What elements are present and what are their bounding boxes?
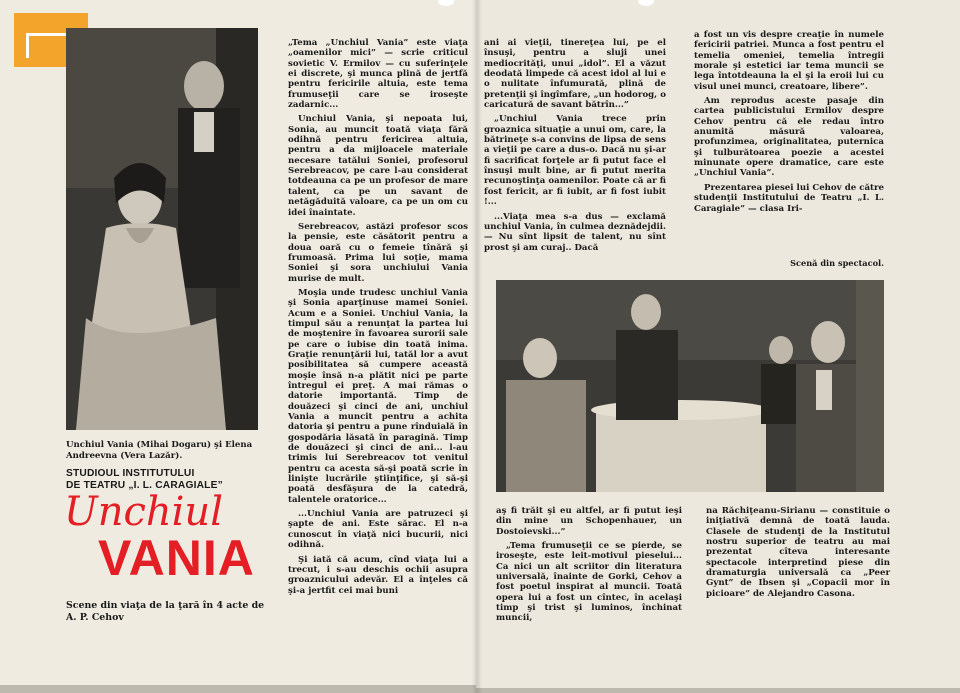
article-paragraph: „Unchiul Vania trece prin groaznica situaţie a unui om, care, la bătrineţe s-a convins de lipsa de sens a vieţii pe care a dus-o. Dacă nu şi-ar fi sacrificat forţele ar fi putut face el însuşi mult bine, ar fi putut merita recunoştinţa oamenilor. Poate că ar fi fost fericit, ar fi iubit, ar fi fost iubit !... (484, 114, 666, 208)
title-script: Unchiul (64, 489, 223, 535)
article-column-5 (706, 506, 890, 603)
subtitle: Scene din viaţa de la ţară în 4 acte de A. P. Cehov (66, 600, 265, 623)
article-paragraph: aş fi trăit şi eu altfel, ar fi putut ieşi din mine un Schopenhauer, un Dostoievski...” (496, 506, 682, 537)
photo-unchiul-vania-elena (66, 28, 258, 430)
article-paragraph: ani ai vieţii, tinereţea lui, pe el însuşi, pentru a sluji unei mediocrităţi, unui „idol”. El a văzut deodată limpede că acest idol al lui e o nulitate înfumurată, plină de pretenţii şi îngîmfare, „un hodorog, o caricatură de savant bătrîn...” (484, 38, 666, 111)
article-paragraph: Serebreacov, astăzi profesor scos la pensie, este căsătorit pentru a doua oară cu o femeie tînără şi frumoasă. Prima lui soţie, mama Soniei şi sora unchiului Vania murise de mult. (288, 221, 468, 284)
center-fold (472, 0, 482, 693)
article-paragraph: Prezentarea piesei lui Cehov de către studenţii Institutului de Teatru „I. L. Caragiale” — clasa Iri- (694, 182, 884, 214)
article-column-1 (288, 38, 468, 600)
article-paragraph: Unchiul Vania, şi nepoata lui, Sonia, au muncit toată viaţa fără odihnă pentru fericirea altuia, pentru a da mijloacele materiale necesare tatălui Soniei, profesorul Serebreacov, pe care l-au considerat totdeauna ca pe un profesor de mare talent, ca pe un savant de netăgăduită valoare, ca pe un om cu idei înaintate. (288, 114, 468, 218)
photo-caption: Unchiul Vania (Mihai Dogaru) şi Elena Andreevna (Vera Lazăr). (66, 440, 253, 461)
article-paragraph: ...Viaţa mea s-a dus — exclamă unchiul Vania, în culmea deznădejdii. — Nu sînt lipsit de talent, nu sînt prost şi am curaj.. Dacă (484, 211, 666, 253)
article-paragraph: ...Unchiul Vania are patruzeci şi şapte de ani. Este sărac. El n-a cunoscut în viaţă nici bucurii, nici odihnă. (288, 509, 468, 551)
title-main: VANIA (98, 530, 255, 586)
studio-line: STUDIOUL INSTITUTULUI (66, 468, 195, 479)
article-paragraph: „Tema frumuseţii ce se pierde, se iroseşte, este leit-motivul pieselui... Ca nici un alt scriitor din literatura universală, înainte de Gorki, Cehov a fost poetul inspirat al muncii. Toată opera lui a fost un cîntec, în acelaşi timp şi trist şi luminos, închinat muncii, (496, 541, 682, 624)
article-paragraph: „Tema „Unchiul Vania” este viaţa „oamenilor mici” — scrie criticul sovietic V. Ermilov — cu suferinţele ei discrete, şi munca plină de jertfă pentru fericirile altuia, este tema frumuseţii care se iroseşte zadarnic... (288, 38, 468, 111)
article-paragraph: na Răchiţeanu-Sirianu — constituie o iniţiativă demnă de toată lauda. Clasele de studenţi de la Institutul nostru superior de teatru au mai prezentat cîteva interesante spectacole interpretînd piese din dramaturgia universală ca „Peer Gynt” de Ibsen şi „Copacii mor în picioare” de Alejandro Casona. (706, 506, 890, 599)
article-column-2 (484, 38, 666, 257)
article-paragraph: Am reprodus aceste pasaje din cartea publicistului Ermilov despre Cehov pentru că ele redau întro anumită măsură valoarea, profunzimea, originalitatea, puternica şi tulburătoarea poezie a acestei minunate opere dramatice, care este „Unchiul Vania”. (694, 96, 884, 179)
photo-scene-from-show (496, 280, 884, 492)
scene-photo-caption: Scenă din spectacol. (790, 258, 884, 268)
article-paragraph: Moşia unde trudesc unchiul Vania şi Sonia aparţinuse mamei Soniei. Acum e a Soniei. Unchiul Vania, la timpul său a renunţat la partea lui de moştenire în favoarea surorii sale pe care o iubise din toată inima. Graţie renunţării lui, tatăl lor a avut posibilitatea să cumpere această moşie însă n-a plătit nici pe parte întregul ei preţ. A mai rămas o datorie importantă. Timp de douăzeci şi cinci de ani, unchiul Vania a muncit pentru a achita datoria şi pentru a pune rînduială în gospodăria lăsată în paragină. Timp de douăzeci şi cinci de ani... l-au trimis lui Serebreacov tot venitul pentru ca acesta să-şi poată scrie în linişte lucrările ştiinţifice, şi să-şi poată desfăşura de la catedră, talentele oratorice... (288, 287, 468, 505)
article-paragraph: Şi iată că acum, cînd viaţa lui a trecut, i s-au deschis ochii asupra groaznicului adevăr. El a înţeles că şi-a jertfit cei mai buni (288, 554, 468, 596)
article-paragraph: a fost un vis despre creaţie în numele fericirii patriei. Munca a fost pentru el temelia omeniei, temelia întregii morale şi estetici iar tema muncii se lega întotdeauna la el şi la eroii lui cu visul unei munci, creatoare, libere”. (694, 30, 884, 92)
article-column-4 (496, 506, 682, 628)
article-column-3 (694, 30, 884, 218)
studio-line: DE TEATRU „I. L. CARAGIALE” (66, 480, 223, 491)
